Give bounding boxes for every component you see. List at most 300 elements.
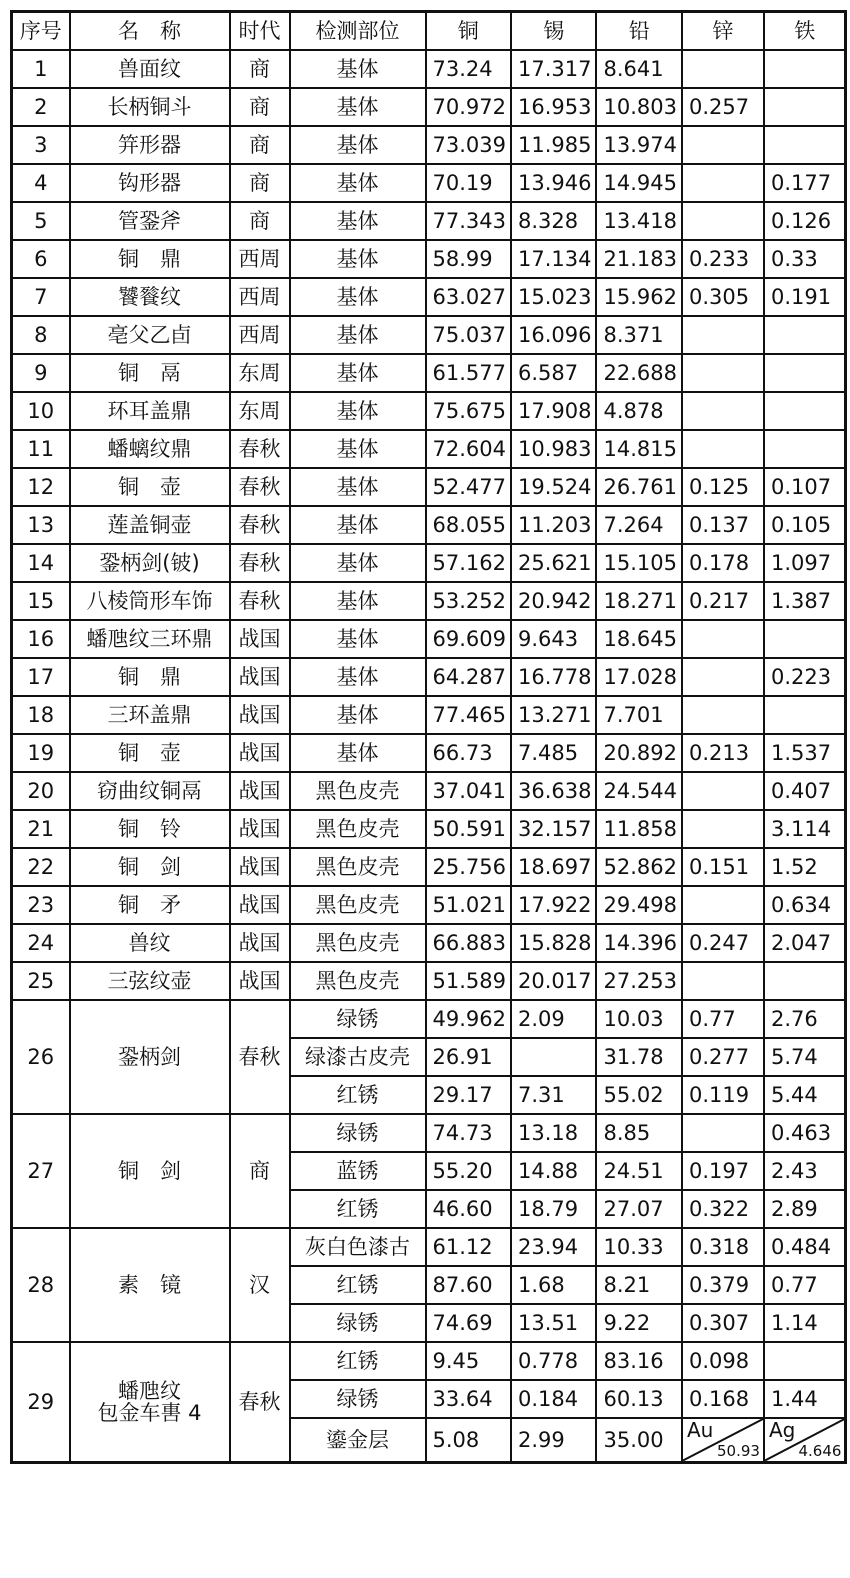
cell-part: 灰白色漆古 [290, 1228, 426, 1266]
cell-tin: 1.68 [511, 1266, 596, 1304]
cell-index: 8 [12, 316, 70, 354]
cell-part: 基体 [290, 582, 426, 620]
cell-tin: 18.79 [511, 1190, 596, 1228]
table-row [12, 810, 846, 848]
cell-index: 21 [12, 810, 70, 848]
header-cell-zinc: 锌 [682, 12, 764, 51]
cell-index: 6 [12, 240, 70, 278]
cell-era: 商 [230, 88, 290, 126]
cell-zinc: 0.213 [682, 734, 764, 772]
cell-era: 战国 [230, 620, 290, 658]
table-row [12, 392, 846, 430]
cell-part: 黑色皮壳 [290, 886, 426, 924]
table-row [12, 506, 846, 544]
cell-lead: 55.02 [596, 1076, 681, 1114]
cell-part: 黑色皮壳 [290, 810, 426, 848]
cell-tin: 17.908 [511, 392, 596, 430]
cell-iron: 2.43 [764, 1152, 846, 1190]
cell-part: 黑色皮壳 [290, 848, 426, 886]
cell-iron [764, 354, 846, 392]
cell-lead: 14.945 [596, 164, 681, 202]
cell-iron [764, 392, 846, 430]
cell-tin: 23.94 [511, 1228, 596, 1266]
table-row [12, 430, 846, 468]
cell-era: 商 [230, 50, 290, 88]
cell-part: 基体 [290, 658, 426, 696]
cell-copper: 70.972 [426, 88, 511, 126]
cell-name: 兽纹 [70, 924, 230, 962]
cell-part: 黑色皮壳 [290, 772, 426, 810]
cell-iron: 2.047 [764, 924, 846, 962]
cell-iron: 0.33 [764, 240, 846, 278]
table-row [12, 962, 846, 1000]
table-row [12, 468, 846, 506]
cell-zinc: 0.233 [682, 240, 764, 278]
cell-name: 蟠螭纹鼎 [70, 430, 230, 468]
header-cell-copper: 铜 [426, 12, 511, 51]
cell-name: 三环盖鼎 [70, 696, 230, 734]
cell-index: 20 [12, 772, 70, 810]
cell-iron: 2.89 [764, 1190, 846, 1228]
cell-name: 铜 壶 [70, 734, 230, 772]
cell-lead: 13.974 [596, 126, 681, 164]
composition-table [10, 10, 847, 1464]
cell-part: 基体 [290, 278, 426, 316]
cell-copper: 77.465 [426, 696, 511, 734]
cell-copper: 61.12 [426, 1228, 511, 1266]
table-row [12, 202, 846, 240]
cell-lead: 35.00 [596, 1418, 681, 1462]
cell-part: 绿漆古皮壳 [290, 1038, 426, 1076]
cell-zinc: 0.305 [682, 278, 764, 316]
cell-index: 27 [12, 1114, 70, 1228]
cell-tin: 10.983 [511, 430, 596, 468]
cell-lead: 10.803 [596, 88, 681, 126]
table-row [12, 88, 846, 126]
cell-copper: 75.675 [426, 392, 511, 430]
cell-part: 红锈 [290, 1190, 426, 1228]
cell-lead: 29.498 [596, 886, 681, 924]
cell-name: 钩形器 [70, 164, 230, 202]
cell-era: 春秋 [230, 1000, 290, 1114]
table-row [12, 1000, 846, 1038]
cell-tin: 13.18 [511, 1114, 596, 1152]
cell-index: 22 [12, 848, 70, 886]
cell-part: 基体 [290, 544, 426, 582]
cell-copper: 37.041 [426, 772, 511, 810]
cell-zinc [682, 658, 764, 696]
cell-era: 战国 [230, 734, 290, 772]
cell-index: 15 [12, 582, 70, 620]
cell-index: 13 [12, 506, 70, 544]
cell-era: 东周 [230, 392, 290, 430]
cell-copper: 51.021 [426, 886, 511, 924]
name-line-1: 蟠虺纹 [118, 1378, 181, 1403]
cell-tin: 16.778 [511, 658, 596, 696]
cell-lead: 17.028 [596, 658, 681, 696]
header-cell-index: 序号 [12, 12, 70, 51]
table-row [12, 50, 846, 88]
cell-part: 基体 [290, 50, 426, 88]
cell-zinc [682, 202, 764, 240]
cell-era: 战国 [230, 810, 290, 848]
cell-iron: 0.191 [764, 278, 846, 316]
cell-copper: 25.756 [426, 848, 511, 886]
cell-part: 红锈 [290, 1266, 426, 1304]
cell-copper: 29.17 [426, 1076, 511, 1114]
cell-era: 战国 [230, 962, 290, 1000]
cell-part: 绿锈 [290, 1000, 426, 1038]
cell-tin: 17.134 [511, 240, 596, 278]
table-row [12, 848, 846, 886]
cell-zinc: 0.307 [682, 1304, 764, 1342]
cell-index: 17 [12, 658, 70, 696]
cell-part: 基体 [290, 240, 426, 278]
element-symbol: Au [686, 1418, 714, 1442]
cell-era: 战国 [230, 848, 290, 886]
element-value: 50.93 [717, 1441, 760, 1460]
cell-tin: 15.828 [511, 924, 596, 962]
cell-copper: 9.45 [426, 1342, 511, 1380]
cell-zinc [682, 430, 764, 468]
cell-lead: 20.892 [596, 734, 681, 772]
cell-tin: 9.643 [511, 620, 596, 658]
table-row [12, 886, 846, 924]
cell-tin: 11.985 [511, 126, 596, 164]
cell-era: 西周 [230, 316, 290, 354]
cell-zinc [682, 810, 764, 848]
cell-index: 19 [12, 734, 70, 772]
cell-zinc: 0.098 [682, 1342, 764, 1380]
cell-iron: 5.44 [764, 1076, 846, 1114]
cell-copper: 53.252 [426, 582, 511, 620]
table-row [12, 164, 846, 202]
cell-tin: 16.953 [511, 88, 596, 126]
cell-name: 莲盖铜壶 [70, 506, 230, 544]
cell-part: 绿锈 [290, 1380, 426, 1418]
table-row [12, 354, 846, 392]
cell-zinc: 0.257 [682, 88, 764, 126]
table-row [12, 316, 846, 354]
cell-lead: 8.641 [596, 50, 681, 88]
table-row [12, 924, 846, 962]
cell-zinc [682, 50, 764, 88]
cell-copper: 73.24 [426, 50, 511, 88]
cell-iron: 0.463 [764, 1114, 846, 1152]
cell-name [70, 1342, 230, 1462]
cell-zinc: 0.151 [682, 848, 764, 886]
cell-zinc: 0.322 [682, 1190, 764, 1228]
cell-iron: 1.537 [764, 734, 846, 772]
cell-iron: 0.105 [764, 506, 846, 544]
cell-tin: 15.023 [511, 278, 596, 316]
cell-lead: 15.962 [596, 278, 681, 316]
table-row [12, 582, 846, 620]
cell-lead: 83.16 [596, 1342, 681, 1380]
cell-name: 铜 鬲 [70, 354, 230, 392]
header-cell-era: 时代 [230, 12, 290, 51]
cell-copper: 74.69 [426, 1304, 511, 1342]
cell-name: 长柄铜斗 [70, 88, 230, 126]
cell-index: 29 [12, 1342, 70, 1462]
cell-tin: 20.017 [511, 962, 596, 1000]
cell-tin: 2.99 [511, 1418, 596, 1462]
table-row [12, 772, 846, 810]
cell-era: 战国 [230, 886, 290, 924]
cell-era: 东周 [230, 354, 290, 392]
cell-lead: 8.21 [596, 1266, 681, 1304]
cell-lead: 7.264 [596, 506, 681, 544]
cell-zinc: 0.168 [682, 1380, 764, 1418]
cell-name: 管銎斧 [70, 202, 230, 240]
cell-part: 黑色皮壳 [290, 962, 426, 1000]
cell-lead: 7.701 [596, 696, 681, 734]
cell-name: 铜 鼎 [70, 240, 230, 278]
cell-part: 基体 [290, 316, 426, 354]
cell-zinc [682, 772, 764, 810]
cell-lead: 14.396 [596, 924, 681, 962]
cell-era: 春秋 [230, 544, 290, 582]
header-cell-part: 检测部位 [290, 12, 426, 51]
table-body [12, 12, 846, 1463]
cell-part: 基体 [290, 164, 426, 202]
cell-index: 3 [12, 126, 70, 164]
cell-era: 西周 [230, 278, 290, 316]
cell-name: 铜 剑 [70, 1114, 230, 1228]
cell-zinc: 0.77 [682, 1000, 764, 1038]
header-cell-lead: 铅 [596, 12, 681, 51]
table-row [12, 734, 846, 772]
cell-tin: 18.697 [511, 848, 596, 886]
cell-zinc [682, 392, 764, 430]
cell-part: 蓝锈 [290, 1152, 426, 1190]
cell-copper: 66.883 [426, 924, 511, 962]
cell-lead: 4.878 [596, 392, 681, 430]
cell-name: 蟠虺纹三环鼎 [70, 620, 230, 658]
cell-tin: 13.946 [511, 164, 596, 202]
cell-lead: 9.22 [596, 1304, 681, 1342]
cell-zinc [682, 354, 764, 392]
cell-zinc [682, 886, 764, 924]
cell-copper: 73.039 [426, 126, 511, 164]
cell-part: 基体 [290, 734, 426, 772]
cell-copper: 64.287 [426, 658, 511, 696]
cell-iron: 1.387 [764, 582, 846, 620]
cell-zinc-diagonal [682, 1418, 764, 1462]
cell-iron: 0.126 [764, 202, 846, 240]
cell-copper: 77.343 [426, 202, 511, 240]
cell-part: 绿锈 [290, 1114, 426, 1152]
cell-copper: 72.604 [426, 430, 511, 468]
cell-zinc: 0.125 [682, 468, 764, 506]
cell-tin: 7.485 [511, 734, 596, 772]
cell-index: 14 [12, 544, 70, 582]
cell-lead: 11.858 [596, 810, 681, 848]
cell-lead: 60.13 [596, 1380, 681, 1418]
cell-era: 商 [230, 164, 290, 202]
cell-name: 铜 铃 [70, 810, 230, 848]
cell-name: 铜 剑 [70, 848, 230, 886]
cell-copper: 87.60 [426, 1266, 511, 1304]
cell-iron: 1.44 [764, 1380, 846, 1418]
cell-index: 16 [12, 620, 70, 658]
cell-iron [764, 316, 846, 354]
cell-era: 战国 [230, 772, 290, 810]
cell-part: 基体 [290, 430, 426, 468]
cell-iron [764, 620, 846, 658]
cell-copper: 52.477 [426, 468, 511, 506]
cell-part: 基体 [290, 696, 426, 734]
cell-iron: 1.52 [764, 848, 846, 886]
cell-iron [764, 1342, 846, 1380]
cell-era: 春秋 [230, 1342, 290, 1462]
cell-zinc [682, 126, 764, 164]
cell-name: 环耳盖鼎 [70, 392, 230, 430]
cell-zinc: 0.247 [682, 924, 764, 962]
cell-era: 西周 [230, 240, 290, 278]
cell-lead: 8.85 [596, 1114, 681, 1152]
cell-copper: 74.73 [426, 1114, 511, 1152]
cell-name: 素 镜 [70, 1228, 230, 1342]
cell-era: 战国 [230, 924, 290, 962]
cell-lead: 21.183 [596, 240, 681, 278]
cell-tin: 14.88 [511, 1152, 596, 1190]
table-row [12, 126, 846, 164]
cell-tin: 13.51 [511, 1304, 596, 1342]
cell-tin: 36.638 [511, 772, 596, 810]
cell-iron: 3.114 [764, 810, 846, 848]
header-row [12, 12, 846, 51]
cell-part: 基体 [290, 392, 426, 430]
cell-iron: 0.407 [764, 772, 846, 810]
cell-zinc: 0.178 [682, 544, 764, 582]
cell-name: 三弦纹壶 [70, 962, 230, 1000]
cell-zinc [682, 962, 764, 1000]
cell-iron [764, 50, 846, 88]
cell-iron: 0.223 [764, 658, 846, 696]
cell-copper: 33.64 [426, 1380, 511, 1418]
cell-tin: 8.328 [511, 202, 596, 240]
cell-copper: 57.162 [426, 544, 511, 582]
header-cell-tin: 锡 [511, 12, 596, 51]
cell-tin: 7.31 [511, 1076, 596, 1114]
cell-tin: 17.317 [511, 50, 596, 88]
cell-name: 铜 矛 [70, 886, 230, 924]
cell-lead: 27.253 [596, 962, 681, 1000]
table-row [12, 658, 846, 696]
cell-index: 25 [12, 962, 70, 1000]
cell-index: 9 [12, 354, 70, 392]
cell-lead: 22.688 [596, 354, 681, 392]
cell-name: 饕餮纹 [70, 278, 230, 316]
cell-zinc: 0.277 [682, 1038, 764, 1076]
name-line-2: 包金车軎 4 [97, 1400, 202, 1425]
cell-part: 基体 [290, 202, 426, 240]
cell-lead: 31.78 [596, 1038, 681, 1076]
cell-era: 战国 [230, 696, 290, 734]
cell-copper: 51.589 [426, 962, 511, 1000]
cell-name: 亳父乙卣 [70, 316, 230, 354]
cell-era: 商 [230, 202, 290, 240]
cell-zinc [682, 620, 764, 658]
cell-zinc: 0.318 [682, 1228, 764, 1266]
cell-part: 基体 [290, 126, 426, 164]
cell-index: 26 [12, 1000, 70, 1114]
table-row [12, 1342, 846, 1380]
table-row [12, 278, 846, 316]
composition-table-container [10, 10, 847, 1464]
element-value: 4.646 [798, 1441, 842, 1460]
cell-index: 28 [12, 1228, 70, 1342]
cell-iron: 1.097 [764, 544, 846, 582]
cell-copper: 26.91 [426, 1038, 511, 1076]
cell-part: 红锈 [290, 1076, 426, 1114]
cell-tin: 25.621 [511, 544, 596, 582]
cell-lead: 26.761 [596, 468, 681, 506]
cell-zinc: 0.197 [682, 1152, 764, 1190]
cell-copper: 55.20 [426, 1152, 511, 1190]
cell-lead: 18.645 [596, 620, 681, 658]
cell-part: 鎏金层 [290, 1418, 426, 1462]
cell-index: 11 [12, 430, 70, 468]
cell-copper: 69.609 [426, 620, 511, 658]
cell-iron: 0.634 [764, 886, 846, 924]
cell-index: 2 [12, 88, 70, 126]
cell-tin: 13.271 [511, 696, 596, 734]
element-symbol: Ag [768, 1418, 796, 1442]
cell-name: 兽面纹 [70, 50, 230, 88]
cell-lead: 18.271 [596, 582, 681, 620]
cell-copper: 66.73 [426, 734, 511, 772]
cell-lead: 8.371 [596, 316, 681, 354]
cell-lead: 13.418 [596, 202, 681, 240]
cell-index: 4 [12, 164, 70, 202]
cell-copper: 68.055 [426, 506, 511, 544]
cell-name: 笄形器 [70, 126, 230, 164]
cell-index: 5 [12, 202, 70, 240]
cell-part: 基体 [290, 354, 426, 392]
cell-zinc [682, 164, 764, 202]
cell-era: 春秋 [230, 430, 290, 468]
cell-tin: 6.587 [511, 354, 596, 392]
cell-copper: 46.60 [426, 1190, 511, 1228]
cell-part: 基体 [290, 468, 426, 506]
cell-tin: 32.157 [511, 810, 596, 848]
table-row [12, 1114, 846, 1152]
cell-copper: 5.08 [426, 1418, 511, 1462]
cell-name: 铜 壶 [70, 468, 230, 506]
cell-iron: 0.77 [764, 1266, 846, 1304]
cell-era: 商 [230, 126, 290, 164]
cell-iron [764, 430, 846, 468]
cell-lead: 52.862 [596, 848, 681, 886]
cell-era: 春秋 [230, 468, 290, 506]
cell-copper: 49.962 [426, 1000, 511, 1038]
cell-iron [764, 962, 846, 1000]
cell-lead: 27.07 [596, 1190, 681, 1228]
cell-index: 12 [12, 468, 70, 506]
cell-index: 23 [12, 886, 70, 924]
cell-part: 红锈 [290, 1342, 426, 1380]
table-row [12, 1228, 846, 1266]
cell-era: 战国 [230, 658, 290, 696]
cell-index: 10 [12, 392, 70, 430]
table-row [12, 544, 846, 582]
cell-iron [764, 126, 846, 164]
cell-part: 绿锈 [290, 1304, 426, 1342]
cell-tin: 0.184 [511, 1380, 596, 1418]
cell-tin: 11.203 [511, 506, 596, 544]
